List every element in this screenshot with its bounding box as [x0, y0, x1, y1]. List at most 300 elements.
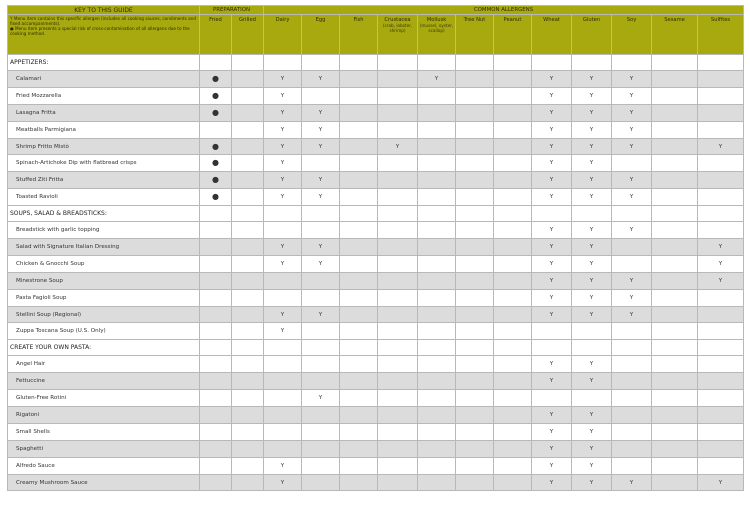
allergen-table [7, 5, 744, 491]
cell-sesame [652, 222, 698, 239]
cell-egg [302, 323, 340, 340]
cell-soy: Y [612, 272, 652, 289]
cell-sulfites [698, 289, 744, 306]
menu-item-name: Fettuccine [8, 373, 200, 390]
cell-fried: ● [200, 138, 232, 155]
cell-crustacea [378, 222, 418, 239]
cell-egg: Y [302, 306, 340, 323]
cell-egg [302, 155, 340, 172]
column-header-sulfites [698, 15, 744, 55]
empty-cell [456, 340, 494, 356]
cell-gluten: Y [572, 71, 612, 88]
cell-treenut [456, 474, 494, 491]
cell-fish [340, 474, 378, 491]
table-row [8, 474, 744, 491]
cell-sesame [652, 71, 698, 88]
cell-soy: Y [612, 71, 652, 88]
cell-dairy: Y [264, 457, 302, 474]
cell-egg: Y [302, 71, 340, 88]
cell-treenut [456, 138, 494, 155]
cell-mollusk [418, 356, 456, 373]
cell-sulfites [698, 222, 744, 239]
cell-mollusk [418, 155, 456, 172]
cell-grilled [232, 189, 264, 206]
cell-grilled [232, 356, 264, 373]
cell-sesame [652, 272, 698, 289]
cell-wheat: Y [532, 222, 572, 239]
column-label: Sulfites [710, 17, 731, 23]
table-row [8, 356, 744, 373]
column-header-grilled [232, 15, 264, 55]
cell-gluten: Y [572, 255, 612, 272]
table-row [8, 373, 744, 390]
cell-egg [302, 423, 340, 440]
table-row [8, 289, 744, 306]
cell-sulfites [698, 390, 744, 407]
cell-mollusk [418, 172, 456, 189]
table-row [8, 306, 744, 323]
cell-wheat: Y [532, 255, 572, 272]
cell-dairy [264, 423, 302, 440]
section-row [8, 340, 744, 356]
menu-item-name: Creamy Mushroom Sauce [8, 474, 200, 491]
cell-mollusk [418, 373, 456, 390]
cell-fish [340, 289, 378, 306]
cell-fish [340, 172, 378, 189]
cell-dairy: Y [264, 239, 302, 256]
section-row [8, 206, 744, 222]
cell-mollusk [418, 138, 456, 155]
cell-sesame [652, 323, 698, 340]
cell-fish [340, 440, 378, 457]
menu-item-name: Angel Hair [8, 356, 200, 373]
cell-treenut [456, 239, 494, 256]
cell-mollusk [418, 407, 456, 424]
cell-soy [612, 155, 652, 172]
column-header-sesame [652, 15, 698, 55]
cell-peanut [494, 474, 532, 491]
cell-egg: Y [302, 172, 340, 189]
cell-sesame [652, 407, 698, 424]
cell-mollusk [418, 272, 456, 289]
cell-fried: ● [200, 104, 232, 121]
cell-gluten: Y [572, 289, 612, 306]
empty-cell [200, 206, 232, 222]
cell-wheat: Y [532, 104, 572, 121]
menu-item-name: Rigatoni [8, 407, 200, 424]
cell-treenut [456, 306, 494, 323]
cell-crustacea [378, 356, 418, 373]
cell-grilled [232, 138, 264, 155]
cell-peanut [494, 189, 532, 206]
menu-item-name: Pasta Fagioli Soup [8, 289, 200, 306]
cell-fried [200, 255, 232, 272]
cell-soy [612, 407, 652, 424]
cell-peanut [494, 306, 532, 323]
cell-mollusk [418, 239, 456, 256]
cell-peanut [494, 255, 532, 272]
cell-gluten: Y [572, 474, 612, 491]
cell-mollusk [418, 255, 456, 272]
cell-fried [200, 423, 232, 440]
menu-item-name: Minestrone Soup [8, 272, 200, 289]
cell-dairy [264, 440, 302, 457]
cell-treenut [456, 373, 494, 390]
cell-fried [200, 407, 232, 424]
cell-treenut [456, 87, 494, 104]
cell-grilled [232, 172, 264, 189]
cell-gluten: Y [572, 457, 612, 474]
cell-soy: Y [612, 289, 652, 306]
cell-dairy [264, 390, 302, 407]
menu-item-name: Shrimp Fritto Mistò [8, 138, 200, 155]
column-header-gluten [572, 15, 612, 55]
column-label: Dairy [275, 17, 290, 23]
cell-crustacea [378, 272, 418, 289]
cell-fish [340, 423, 378, 440]
cell-grilled [232, 423, 264, 440]
cell-fried [200, 323, 232, 340]
cell-sulfites [698, 189, 744, 206]
cell-fish [340, 272, 378, 289]
cell-fish [340, 407, 378, 424]
cell-egg [302, 222, 340, 239]
column-label: Tree Nut [463, 17, 486, 23]
cell-egg: Y [302, 104, 340, 121]
column-header-mollusk [418, 15, 456, 55]
cell-egg [302, 289, 340, 306]
cell-fish [340, 87, 378, 104]
column-header-soy [612, 15, 652, 55]
cell-peanut [494, 121, 532, 138]
menu-item-name: Chicken & Gnocchi Soup [8, 255, 200, 272]
cell-egg: Y [302, 121, 340, 138]
cell-sulfites [698, 87, 744, 104]
cell-egg: Y [302, 255, 340, 272]
cell-fish [340, 222, 378, 239]
cell-sesame [652, 239, 698, 256]
cell-treenut [456, 222, 494, 239]
cell-fried: ● [200, 87, 232, 104]
menu-item-name: Spaghetti [8, 440, 200, 457]
cell-fried [200, 373, 232, 390]
table-row [8, 255, 744, 272]
cell-egg [302, 440, 340, 457]
cell-sulfites: Y [698, 138, 744, 155]
menu-item-name: Fried Mozzarella [8, 87, 200, 104]
cell-sesame [652, 356, 698, 373]
cell-fried [200, 390, 232, 407]
cell-wheat: Y [532, 189, 572, 206]
cell-sulfites [698, 306, 744, 323]
menu-item-name: Small Shells [8, 423, 200, 440]
cell-grilled [232, 71, 264, 88]
cell-sesame [652, 390, 698, 407]
empty-cell [340, 340, 378, 356]
empty-cell [302, 55, 340, 71]
cell-sesame [652, 289, 698, 306]
cell-peanut [494, 87, 532, 104]
cell-crustacea [378, 239, 418, 256]
cell-gluten: Y [572, 155, 612, 172]
cell-crustacea [378, 87, 418, 104]
table-row [8, 457, 744, 474]
cell-treenut [456, 155, 494, 172]
empty-cell [418, 340, 456, 356]
cell-sulfites [698, 407, 744, 424]
cell-treenut [456, 356, 494, 373]
cell-treenut [456, 189, 494, 206]
table-row [8, 222, 744, 239]
empty-cell [232, 340, 264, 356]
empty-cell [698, 206, 744, 222]
column-header-wheat [532, 15, 572, 55]
cell-soy [612, 239, 652, 256]
preparation-group-header: PREPARATION [200, 6, 264, 15]
cell-fish [340, 155, 378, 172]
cell-gluten: Y [572, 104, 612, 121]
cell-egg: Y [302, 239, 340, 256]
cell-crustacea [378, 155, 418, 172]
empty-cell [612, 340, 652, 356]
cell-wheat: Y [532, 239, 572, 256]
cell-sesame [652, 138, 698, 155]
cell-grilled [232, 407, 264, 424]
cell-treenut [456, 104, 494, 121]
cell-sulfites: Y [698, 272, 744, 289]
cell-mollusk [418, 104, 456, 121]
key-title: KEY TO THIS GUIDE [8, 6, 200, 15]
cell-dairy [264, 222, 302, 239]
cell-crustacea [378, 440, 418, 457]
cell-dairy: Y [264, 189, 302, 206]
empty-cell [418, 206, 456, 222]
cell-grilled [232, 323, 264, 340]
cell-mollusk [418, 306, 456, 323]
menu-item-name: Lasagna Fritta [8, 104, 200, 121]
section-title: SOUPS, SALAD & BREADSTICKS: [8, 206, 200, 222]
cell-egg [302, 407, 340, 424]
cell-grilled [232, 222, 264, 239]
section-title: CREATE YOUR OWN PASTA: [8, 340, 200, 356]
cell-fried [200, 272, 232, 289]
cell-sulfites [698, 457, 744, 474]
cell-fried [200, 222, 232, 239]
column-label: Grilled [239, 17, 256, 23]
cell-sulfites [698, 356, 744, 373]
cell-fried: ● [200, 172, 232, 189]
table-row [8, 423, 744, 440]
cell-mollusk [418, 457, 456, 474]
cell-peanut [494, 104, 532, 121]
cell-fried [200, 121, 232, 138]
empty-cell [652, 55, 698, 71]
cell-egg [302, 87, 340, 104]
column-sublabel: (mussel, oyster, scallop) [419, 23, 454, 33]
cell-fish [340, 138, 378, 155]
menu-item-name: Toasted Ravioli [8, 189, 200, 206]
table-row [8, 239, 744, 256]
empty-cell [698, 340, 744, 356]
empty-cell [232, 206, 264, 222]
cell-treenut [456, 457, 494, 474]
cell-fried [200, 239, 232, 256]
cell-treenut [456, 121, 494, 138]
cell-soy [612, 356, 652, 373]
cell-wheat: Y [532, 138, 572, 155]
cell-sesame [652, 306, 698, 323]
empty-cell [340, 206, 378, 222]
cell-sesame [652, 423, 698, 440]
empty-cell [698, 55, 744, 71]
cell-peanut [494, 423, 532, 440]
table-row [8, 121, 744, 138]
cell-dairy: Y [264, 474, 302, 491]
cell-crustacea [378, 474, 418, 491]
cell-wheat [532, 390, 572, 407]
cell-fish [340, 457, 378, 474]
empty-cell [572, 340, 612, 356]
cell-grilled [232, 104, 264, 121]
cell-grilled [232, 306, 264, 323]
cell-treenut [456, 255, 494, 272]
cell-gluten: Y [572, 356, 612, 373]
cell-crustacea: Y [378, 138, 418, 155]
cell-sesame [652, 121, 698, 138]
cell-fried: ● [200, 71, 232, 88]
cell-fried: ● [200, 155, 232, 172]
cell-sulfites [698, 373, 744, 390]
cell-dairy: Y [264, 121, 302, 138]
cell-sulfites [698, 323, 744, 340]
column-header-fried [200, 15, 232, 55]
cell-fish [340, 255, 378, 272]
cell-fish [340, 390, 378, 407]
cell-peanut [494, 239, 532, 256]
empty-cell [264, 55, 302, 71]
cell-soy: Y [612, 138, 652, 155]
cell-peanut [494, 323, 532, 340]
cell-dairy: Y [264, 87, 302, 104]
cell-soy: Y [612, 172, 652, 189]
column-header-peanut [494, 15, 532, 55]
cell-wheat: Y [532, 172, 572, 189]
cell-grilled [232, 474, 264, 491]
cell-peanut [494, 172, 532, 189]
cell-peanut [494, 289, 532, 306]
cell-grilled [232, 390, 264, 407]
empty-cell [264, 340, 302, 356]
cell-soy [612, 390, 652, 407]
cell-mollusk [418, 474, 456, 491]
empty-cell [494, 340, 532, 356]
cell-dairy: Y [264, 172, 302, 189]
section-row [8, 55, 744, 71]
empty-cell [378, 340, 418, 356]
cell-peanut [494, 390, 532, 407]
cell-sulfites [698, 440, 744, 457]
column-header-crustacea [378, 15, 418, 55]
cell-dairy: Y [264, 255, 302, 272]
cell-fried [200, 474, 232, 491]
cell-mollusk [418, 189, 456, 206]
cell-gluten: Y [572, 222, 612, 239]
column-label: Fried [209, 17, 222, 23]
menu-item-name: Salad with Signature Italian Dressing [8, 239, 200, 256]
empty-cell [232, 55, 264, 71]
cell-mollusk [418, 289, 456, 306]
cell-soy [612, 440, 652, 457]
cell-mollusk [418, 323, 456, 340]
table-row [8, 440, 744, 457]
column-label: Soy [626, 17, 637, 23]
cell-peanut [494, 356, 532, 373]
menu-item-name: Spinach-Artichoke Dip with flatbread crisps [8, 155, 200, 172]
cell-soy: Y [612, 222, 652, 239]
empty-cell [340, 55, 378, 71]
section-title: APPETIZERS: [8, 55, 200, 71]
menu-item-name: Stuffed Ziti Fritta [8, 172, 200, 189]
empty-cell [612, 206, 652, 222]
cell-sesame [652, 255, 698, 272]
cell-fish [340, 373, 378, 390]
cell-treenut [456, 272, 494, 289]
cell-sulfites [698, 423, 744, 440]
empty-cell [494, 206, 532, 222]
cell-crustacea [378, 323, 418, 340]
cell-wheat: Y [532, 407, 572, 424]
empty-cell [532, 55, 572, 71]
cell-grilled [232, 440, 264, 457]
cell-crustacea [378, 457, 418, 474]
cell-sesame [652, 457, 698, 474]
cell-fish [340, 104, 378, 121]
cell-soy [612, 323, 652, 340]
cell-egg [302, 457, 340, 474]
cell-fish [340, 306, 378, 323]
cell-crustacea [378, 390, 418, 407]
cell-egg: Y [302, 189, 340, 206]
cell-gluten: Y [572, 189, 612, 206]
empty-cell [302, 206, 340, 222]
table-row [8, 189, 744, 206]
cell-crustacea [378, 121, 418, 138]
cell-wheat: Y [532, 356, 572, 373]
cell-treenut [456, 71, 494, 88]
cell-treenut [456, 323, 494, 340]
key-legend [8, 15, 200, 55]
cell-wheat: Y [532, 474, 572, 491]
cell-crustacea [378, 289, 418, 306]
cell-egg: Y [302, 390, 340, 407]
cell-wheat: Y [532, 306, 572, 323]
menu-item-name: Calamari [8, 71, 200, 88]
cell-fish [340, 239, 378, 256]
key-legend-y: Y Menu item contains this specific allergen (includes all cooking sauces, condiments and fixed accompaniments). [10, 16, 197, 26]
cell-gluten [572, 323, 612, 340]
menu-item-name: Alfredo Sauce [8, 457, 200, 474]
cell-wheat: Y [532, 440, 572, 457]
menu-item-name: Breadstick with garlic topping [8, 222, 200, 239]
table-row [8, 323, 744, 340]
cell-egg [302, 272, 340, 289]
cell-crustacea [378, 407, 418, 424]
cell-dairy: Y [264, 155, 302, 172]
column-label: Gluten [582, 17, 601, 23]
empty-cell [200, 340, 232, 356]
empty-cell [532, 340, 572, 356]
cell-dairy: Y [264, 71, 302, 88]
